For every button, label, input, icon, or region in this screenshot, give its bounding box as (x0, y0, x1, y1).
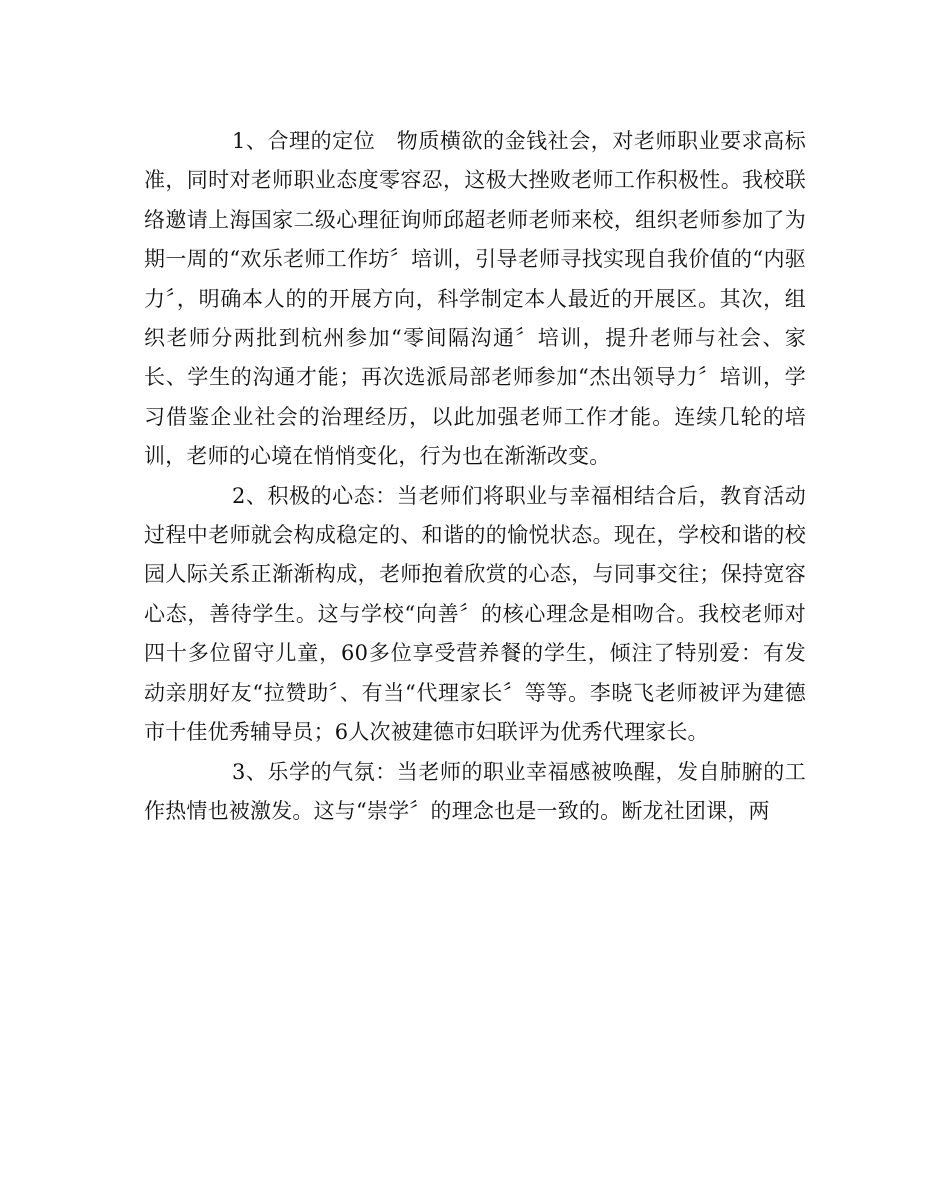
paragraph-2: 2、积极的心态：当老师们将职业与幸福相结合后，教育活动过程中老师就会构成稳定的、和谐的的愉悦状态。现在，学校和谐的校园人际关系正渐渐构成，老师抱着欣赏的心态，与同事交往；保持宽容心态，善待学生。这与学校“向善〞的核心理念是相吻合。我校老师对四十多位留守儿童，60多位享受营养餐的学生，倾注了特别爱：有发动亲朋好友“拉赞助〞、有当“代理家长〞等等。李晓飞老师被评为建德市十佳优秀辅导员；6人次被建德市妇联评为优秀代理家长。 (144, 483, 806, 745)
document-body (144, 122, 806, 831)
paragraph-1: 1、合理的定位 物质横欲的金钱社会，对老师职业要求高标准，同时对老师职业态度零容忍，这极大挫败老师工作积极性。我校联络邀请上海国家二级心理征询师邱超老师老师来校，组织老师参加了为期一周的“欢乐老师工作坊〞培训，引导老师寻找实现自我价值的“内驱力〞，明确本人的的开展方向，科学制定本人最近的开展区。其次，组织老师分两批到杭州参加“零间隔沟通〞培训，提升老师与社会、家长、学生的沟通才能；再次选派局部老师参加“杰出领导力〞培训，学习借鉴企业社会的治理经历，以此加强老师工作才能。连续几轮的培训，老师的心境在悄悄变化，行为也在渐渐改变。 (144, 129, 806, 469)
paragraph-3: 3、乐学的气氛：当老师的职业幸福感被唤醒，发自肺腑的工作热情也被激发。这与“崇学〞的理念也是一致的。断龙社团课，两 (144, 759, 806, 823)
